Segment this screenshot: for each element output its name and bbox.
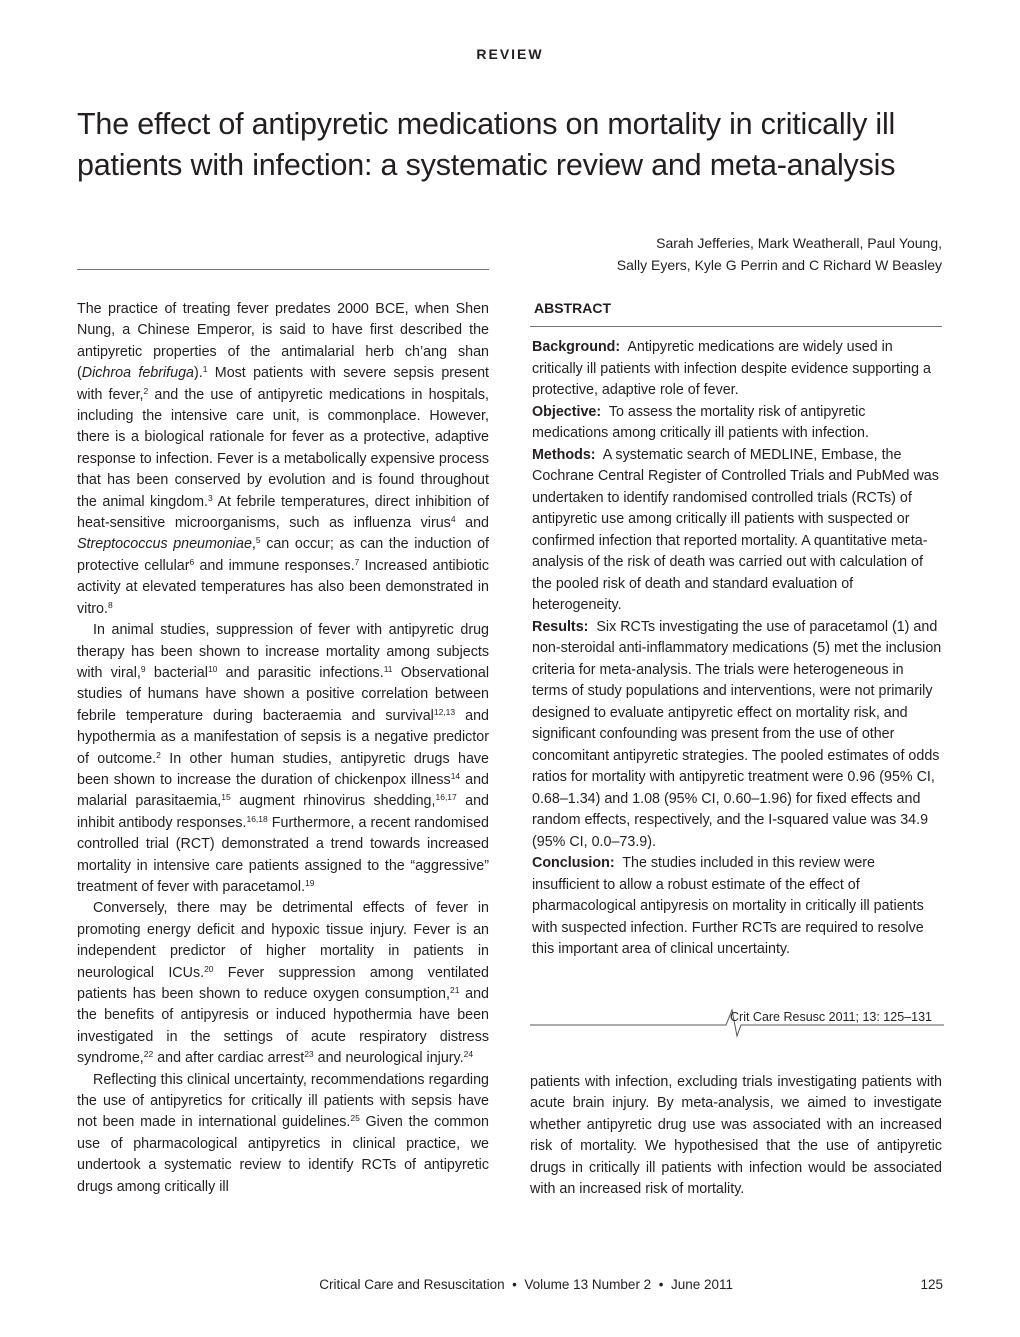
section-label: REVIEW (476, 46, 544, 62)
text-run: and parasitic infections. (217, 664, 384, 681)
abstract-section-text: Antipyretic medications are widely used in critically ill patients with infection despite evidence supporting a protective, adaptive role of fever. (532, 339, 931, 398)
authors-line: Sarah Jefferies, Mark Weatherall, Paul Young, (656, 235, 942, 251)
text-run: Dichroa febrifuga (81, 365, 194, 382)
reference-superscript: 22 (143, 1049, 154, 1060)
text-run: and the use of antipyretic medications in hospitals, including the intensive care unit, is commonplace. However, there is a biological rationale for fever as a protective, adaptive response to infection. Fever is a metabolically expensive process that has been conserved by evolution and is found throughout the animal kingdom. (77, 386, 489, 510)
paragraph: patients with infection, excluding trials investigating patients with acute brain injury. By meta-analysis, we aimed to investigate whether antipyretic drug use was associated with an increased risk of mortality. We hypothesised that the use of antipyretic drugs in critically ill patients with infection would be associated with an increased risk of mortality. (530, 1074, 942, 1198)
reference-superscript: 14 (450, 770, 461, 781)
abstract-section (530, 617, 942, 854)
abstract (530, 300, 942, 961)
paragraph (77, 299, 489, 620)
text-run: and (455, 515, 490, 532)
reference-superscript: 16,17 (435, 792, 457, 803)
reference-superscript: 1 (202, 364, 208, 375)
reference-superscript: 8 (107, 599, 113, 610)
text-run: Streptococcus pneumoniae (77, 536, 252, 553)
abstract-divider (530, 326, 942, 327)
reference-superscript: 3 (208, 492, 213, 503)
author-list (617, 232, 942, 276)
reference-superscript: 19 (305, 877, 315, 888)
reference-superscript: 21 (449, 985, 460, 995)
text-run: and malarial parasitaemia, (77, 771, 489, 810)
reference-superscript: 23 (304, 1049, 314, 1060)
reference-superscript: 7 (354, 556, 360, 567)
reference-superscript: 6 (189, 556, 195, 567)
paragraph (77, 620, 489, 898)
text-run: bacterial (145, 664, 208, 681)
abstract-section (530, 337, 942, 402)
abstract-heading: ABSTRACT (534, 300, 611, 316)
text-run: In other human studies, antipyretic drugs have been shown to increase the duration of chickenpox illness (77, 750, 489, 788)
reference-superscript: 10 (207, 663, 218, 674)
reference-superscript: 11 (383, 663, 393, 674)
page-number: 125 (920, 1277, 943, 1292)
reference-superscript: 9 (140, 663, 146, 674)
text-run: and immune responses. (194, 557, 355, 574)
text-run: Furthermore, a recent randomised controlled trial (RCT) demonstrated a trend towards increased mortality in intensive care patients assigned to the “aggressive” treatment of fever with paracetamol. (77, 814, 489, 895)
reference-superscript: 16,18 (246, 813, 268, 824)
text-run: augment rhinovirus shedding, (230, 793, 436, 810)
abstract-section-text: Six RCTs investigating the use of paracetamol (1) and non-steroidal anti-inflammatory medications (5) met the inclusion criteria for meta-analysis. The trials were heterogeneous in terms of study populations and interventions, were not primarily designed to evaluate antipyretic effect on mortality risk, and significant confounding was present from the use of other concomitant antipyretic strategies. The pooled estimates of odds ratios for mortality with antipyretic treatment were 0.96 (95% CI, 0.68–1.34) and 1.08 (95% CI, 0.60–1.96) for fixed effects and random effects, respectively, and the I-squared value was 34.9 (95% CI, 0.0–73.9). (532, 618, 942, 850)
text-run: and neurological injury. (313, 1050, 464, 1067)
reference-superscript: 24 (463, 1049, 474, 1060)
abstract-section (530, 445, 942, 617)
abstract-section-label: Objective: (532, 403, 602, 420)
abstract-section (530, 402, 942, 445)
text-run: and the benefits of antipyresis or induced hypothermia have been investigated in the settings of acute respiratory distress syndrome, (77, 986, 489, 1067)
body-right-column (530, 1072, 942, 1200)
abstract-section-text: To assess the mortality risk of antipyretic medications among critically ill patients with infection. (532, 403, 869, 441)
text-run: Given the common use of pharmacological antipyretics in clinical practice, we undertook a systematic review to identify RCTs of antipyretic drugs among critically ill (77, 1114, 489, 1195)
citation-text: Crit Care Resusc 2011; 13: 125–131 (730, 1010, 932, 1024)
body-left-column (77, 299, 489, 1198)
text-run: Increased antibiotic activity at elevated temperatures has also been demonstrated in vitro. (77, 557, 489, 617)
text-run: In animal studies, suppression of fever with antipyretic drug therapy has been shown to increase mortality among subjects with viral, (77, 622, 489, 681)
reference-superscript: 15 (221, 792, 231, 803)
reference-superscript: 20 (204, 963, 214, 974)
footer-journal: Critical Care and Resuscitation • Volume 13 Number 2 • June 2011 (319, 1277, 733, 1292)
text-run: and after cardiac arrest (153, 1050, 305, 1067)
abstract-section-label: Methods: (532, 446, 596, 463)
abstract-section-text: The studies included in this review were insufficient to allow a robust estimate of the effect of pharmacological antipyresis on mortality in critically ill patients with suspected infection. Further RCTs are required to resolve this important area of clinical uncertainty. (532, 855, 924, 957)
text-run: and hypothermia as a manifestation of sepsis is a negative predictor of outcome. (77, 707, 489, 767)
text-run: At febrile temperatures, direct inhibition of heat-sensitive microorganisms, such as influenza virus (77, 493, 490, 532)
reference-superscript: 25 (350, 1113, 360, 1124)
text-run: Fever suppression among ventilated patients has been shown to reduce oxygen consumption, (77, 964, 489, 1002)
title-divider (77, 269, 489, 270)
text-run: Most patients with severe sepsis present with fever, (77, 365, 490, 403)
citation (530, 1004, 944, 1044)
text-run: The practice of treating fever predates 2000 BCE, when Shen Nung, a Chinese Emperor, is said to have first described the antipyretic properties of the antimalarial herb ch’ang shan ( (77, 301, 489, 382)
paragraph (77, 1070, 489, 1198)
abstract-section-label: Conclusion: (532, 855, 615, 871)
text-run: Conversely, there may be detrimental effects of fever in promoting energy deficit and hypoxic tissue injury. Fever is an independent predictor of higher mortality in patients in neurological ICUs. (77, 900, 489, 981)
abstract-section (530, 853, 942, 961)
paragraph (77, 898, 489, 1069)
text-run: Reflecting this clinical uncertainty, recommendations regarding the use of antipyretics for critically ill patients with sepsis have not been made in international guidelines. (77, 1071, 489, 1131)
reference-superscript: 2 (156, 749, 161, 760)
reference-superscript: 12,13 (433, 706, 456, 717)
abstract-section-label: Background: (532, 339, 621, 355)
text-run: ). (194, 365, 203, 382)
authors-line: Sally Eyers, Kyle G Perrin and C Richard W Beasley (616, 257, 942, 273)
text-run: Observational studies of humans have shown a positive correlation between febrile temperature during bacteraemia and survival (77, 664, 489, 724)
text-run: and inhibit antibody responses. (77, 793, 489, 831)
abstract-section-text: A systematic search of MEDLINE, Embase, the Cochrane Central Register of Controlled Trials and PubMed was undertaken to identify randomised controlled trials (RCTs) of antipyretic use among critically ill patients with suspected or confirmed infection that reported mortality. A quantitative meta-analysis of the risk of death was carried out with calculation of the pooled risk of death and standard evaluation of heterogeneity. (532, 446, 939, 613)
text-run: , (251, 536, 256, 553)
reference-superscript: 2 (143, 385, 149, 396)
reference-superscript: 4 (450, 514, 456, 525)
article-title: The effect of antipyretic medications on mortality in critically ill patients with infection: a systematic review and meta-analysis (77, 107, 896, 182)
reference-superscript: 5 (255, 535, 261, 546)
text-run: can occur; as can the induction of protective cellular (77, 536, 489, 574)
abstract-section-label: Results: (532, 618, 589, 635)
